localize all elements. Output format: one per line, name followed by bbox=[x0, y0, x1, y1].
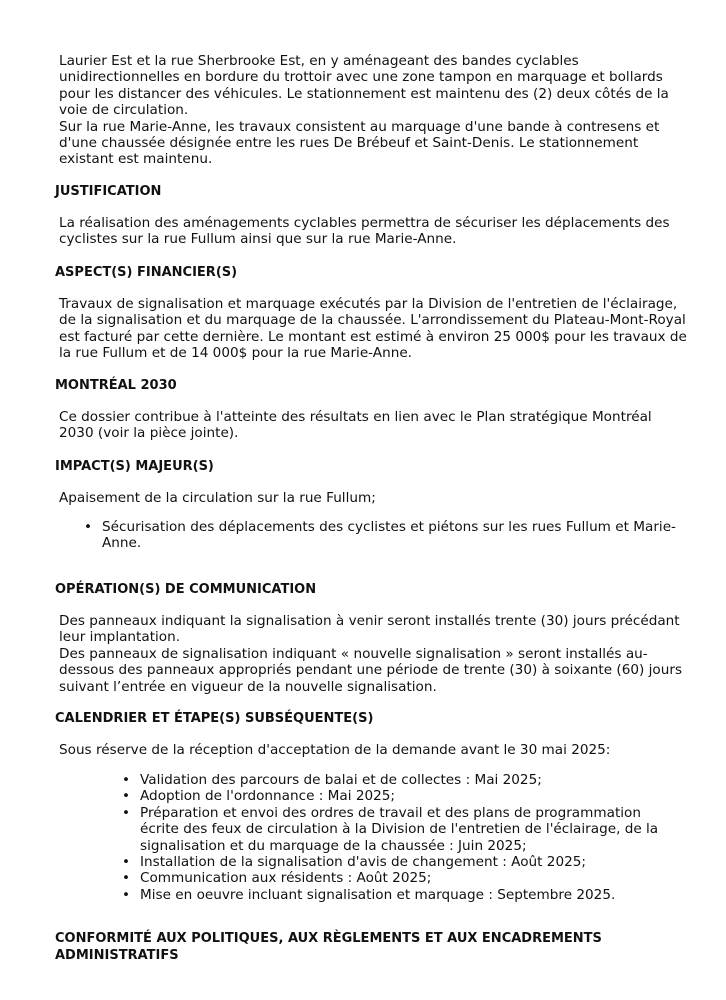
financier-heading: ASPECT(S) FINANCIER(S) bbox=[55, 265, 238, 280]
impacts-text bbox=[59, 490, 689, 506]
calendrier-paragraph: Sous réserve de la réception d'acceptation de la demande avant le 30 mai 2025: bbox=[59, 742, 611, 758]
calendrier-text bbox=[59, 742, 689, 758]
justification-paragraph: La réalisation des aménagements cyclables permettra de sécuriser les déplacements des cyclistes sur la rue Fullum ainsi que sur la rue Marie-Anne. bbox=[59, 215, 670, 248]
calendrier-bullet-list bbox=[122, 772, 682, 903]
list-item: • Communication aux résidents : Août 2025; bbox=[122, 870, 682, 886]
montreal2030-text bbox=[59, 409, 689, 442]
financier-text bbox=[59, 296, 689, 362]
intro-section bbox=[59, 53, 689, 168]
intro-paragraph-2: Sur la rue Marie-Anne, les travaux consistent au marquage d'une bande à contresens et d'une chaussée désignée entre les rues De Brébeuf et Saint-Denis. Le stationnement existant est maintenu. bbox=[59, 118, 660, 168]
list-item: • Mise en oeuvre incluant signalisation et marquage : Septembre 2025. bbox=[122, 887, 682, 903]
communication-heading: OPÉRATION(S) DE COMMUNICATION bbox=[55, 582, 317, 597]
montreal2030-paragraph: Ce dossier contribue à l'atteinte des résultats en lien avec le Plan stratégique Montréal 2030 (voir la pièce jointe). bbox=[59, 409, 652, 442]
list-item: • Adoption de l'ordonnance : Mai 2025; bbox=[122, 788, 682, 804]
impacts-heading: IMPACT(S) MAJEUR(S) bbox=[55, 459, 214, 474]
financier-paragraph: Travaux de signalisation et marquage exécutés par la Division de l'entretien de l'éclairage, de la signalisation et du marquage de la chaussée. L'arrondissement du Plateau-Mont-Royal est facturé par cette dernière. Le montant est estimé à environ 25 000$ pour les travaux de la rue Fullum et de 14 000$ pour la rue Marie-Anne. bbox=[59, 296, 687, 362]
justification-heading: JUSTIFICATION bbox=[55, 184, 162, 199]
calendrier-heading: CALENDRIER ET ÉTAPE(S) SUBSÉQUENTE(S) bbox=[55, 711, 374, 726]
list-item: • Validation des parcours de balai et de collectes : Mai 2025; bbox=[122, 772, 682, 788]
intro-paragraph-1: Laurier Est et la rue Sherbrooke Est, en y aménageant des bandes cyclables unidirectionnelles en bordure du trottoir avec une zone tampon en marquage et bollards pour les distancer des véhicules. Le stationnement est maintenu des (2) deux côtés de la voie de circulation. bbox=[59, 53, 669, 119]
communication-paragraph-2: Des panneaux de signalisation indiquant « nouvelle signalisation » seront installés au-dessous des panneaux appropriés pendant une période de trente (30) à soixante (60) jours suivant l’entrée en vigueur de la nouvelle signalisation. bbox=[59, 645, 683, 695]
justification-text bbox=[59, 215, 689, 248]
list-item: • Sécurisation des déplacements des cyclistes et piétons sur les rues Fullum et Marie-Anne. bbox=[84, 519, 684, 552]
impacts-paragraph: Apaisement de la circulation sur la rue Fullum; bbox=[59, 490, 376, 506]
montreal2030-heading: MONTRÉAL 2030 bbox=[55, 378, 177, 393]
list-item: • Installation de la signalisation d'avis de changement : Août 2025; bbox=[122, 854, 682, 870]
list-item: • Préparation et envoi des ordres de travail et des plans de programmation écrite des feux de circulation à la Division de l'entretien de l'éclairage, de la signalisation et du marquage de la chaussée : Juin 2025; bbox=[122, 805, 682, 854]
impacts-bullet-list bbox=[84, 519, 684, 552]
communication-paragraph-1: Des panneaux indiquant la signalisation à venir seront installés trente (30) jours précédant leur implantation. bbox=[59, 613, 680, 646]
communication-text bbox=[59, 613, 689, 695]
conformite-heading: CONFORMITÉ AUX POLITIQUES, AUX RÈGLEMENTS ET AUX ENCADREMENTS ADMINISTRATIFS bbox=[55, 931, 602, 963]
